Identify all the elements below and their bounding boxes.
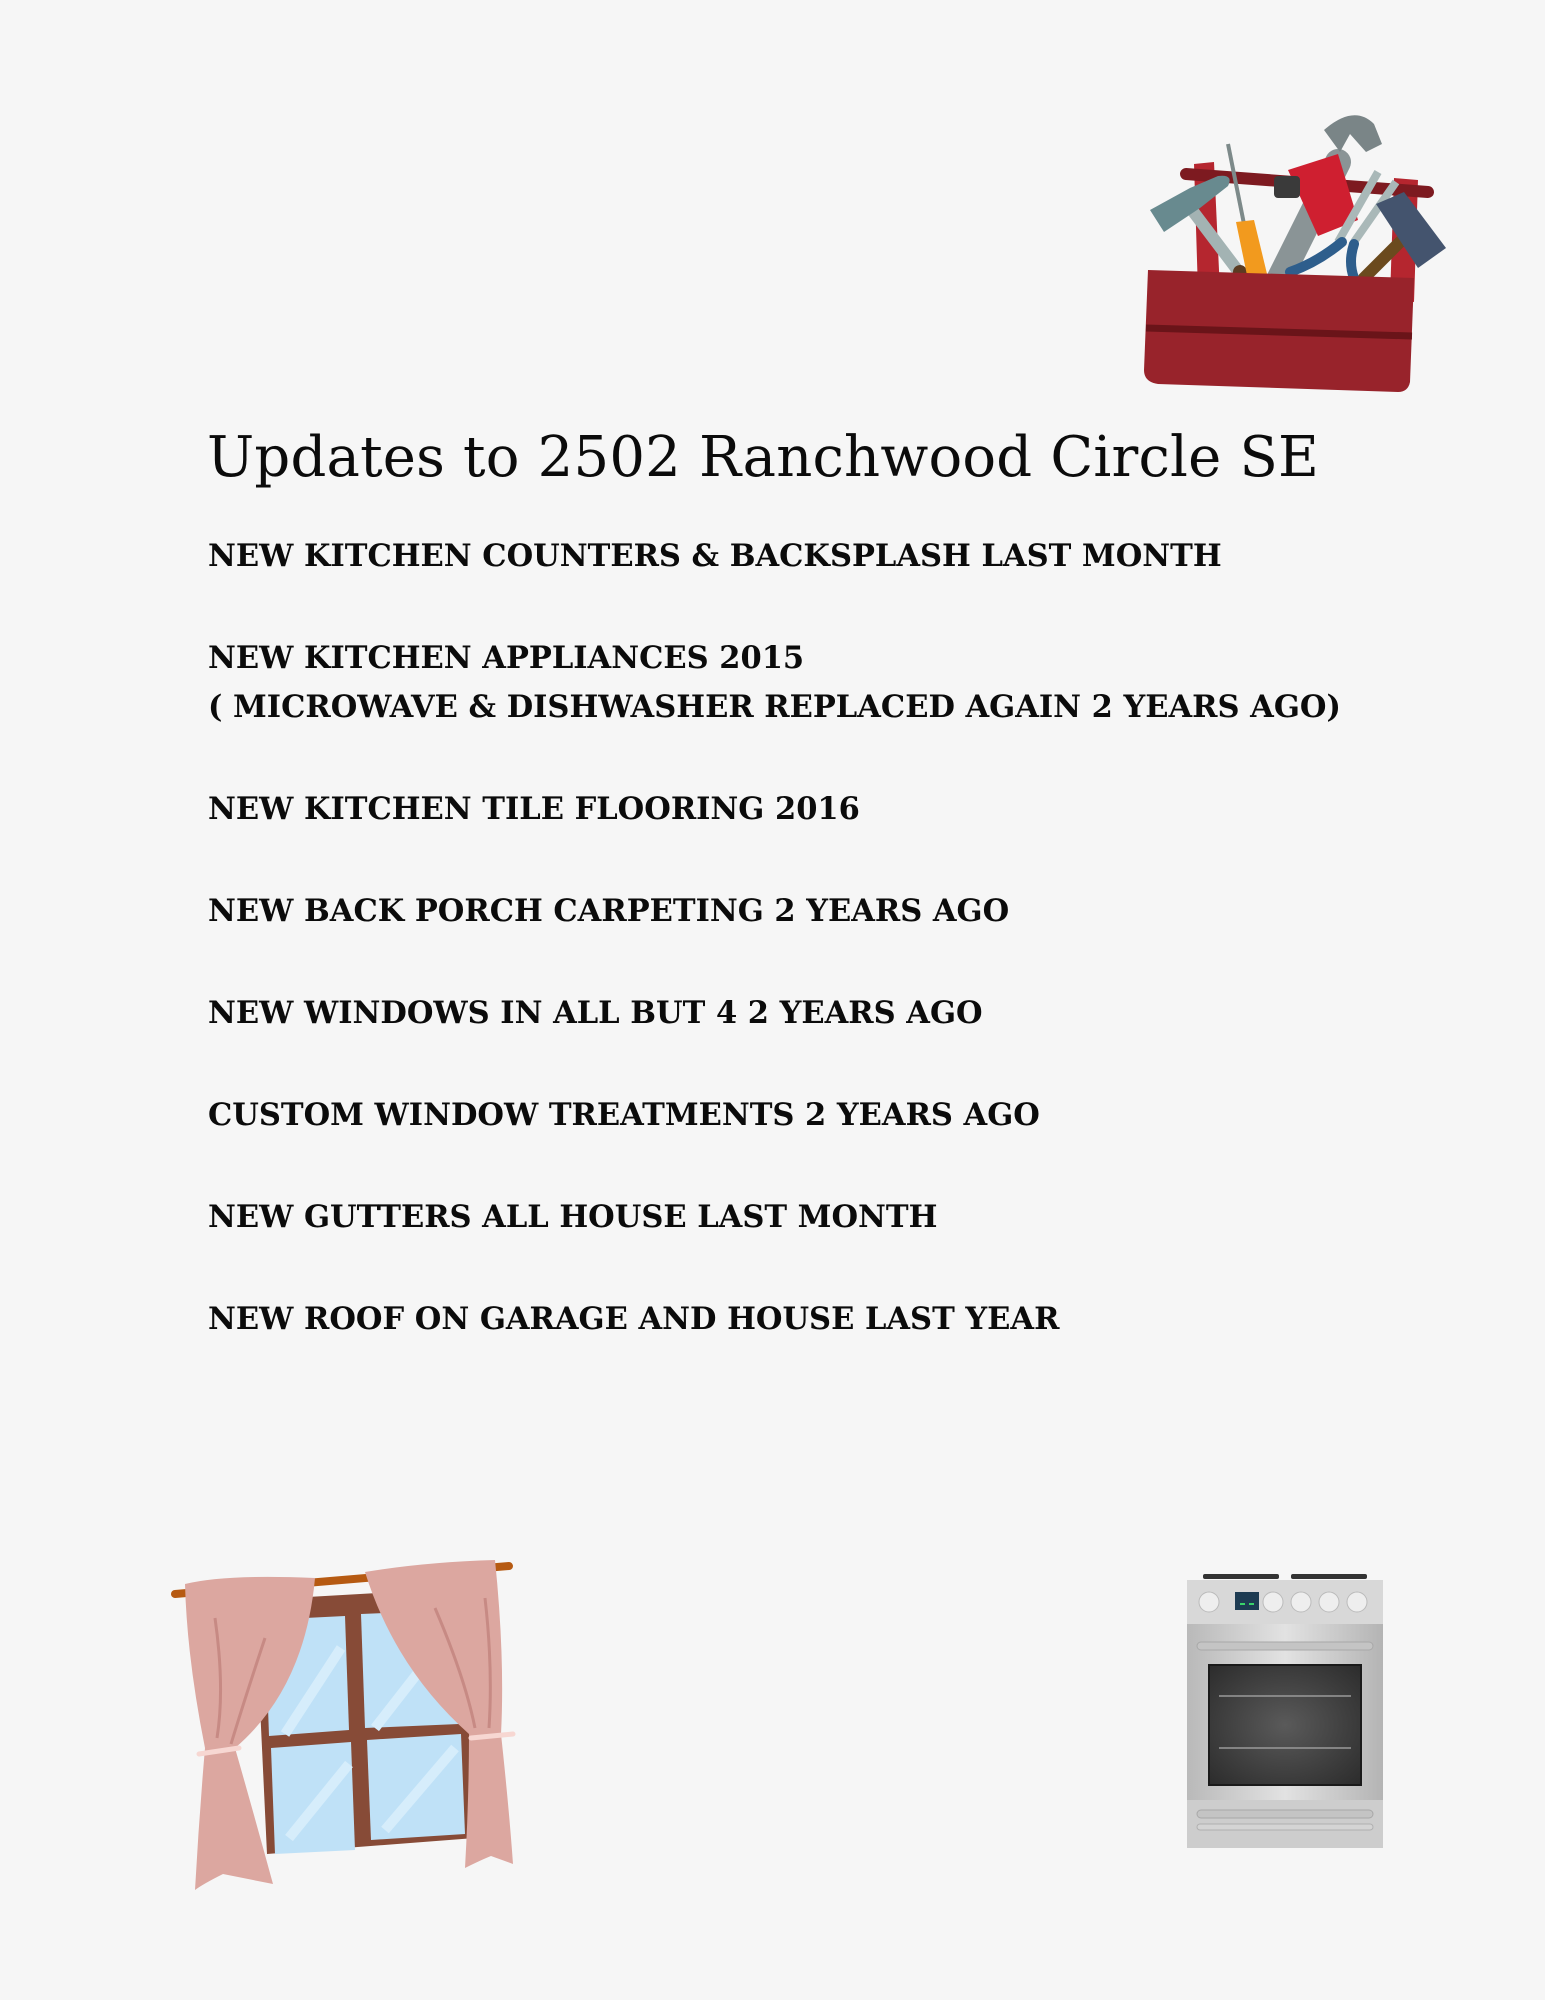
update-text: CUSTOM WINDOW TREATMENTS 2 YEARS AGO xyxy=(208,1097,1040,1133)
page-title: Updates to 2502 Ranchwood Circle SE xyxy=(207,425,1320,490)
update-item xyxy=(208,887,1341,936)
update-text: NEW WINDOWS IN ALL BUT 4 2 YEARS AGO xyxy=(208,995,983,1031)
update-item xyxy=(208,1091,1341,1140)
update-item xyxy=(208,989,1341,1038)
updates-list xyxy=(208,532,1341,1397)
update-text: NEW BACK PORCH CARPETING 2 YEARS AGO xyxy=(208,893,1010,929)
update-item xyxy=(208,532,1341,581)
update-item xyxy=(208,1295,1341,1344)
toolbox-icon xyxy=(1128,92,1448,392)
update-item xyxy=(208,785,1341,834)
update-item xyxy=(208,634,1341,732)
update-text: NEW KITCHEN APPLIANCES 2015 xyxy=(208,640,805,676)
update-text: NEW KITCHEN COUNTERS & BACKSPLASH LAST MONTH xyxy=(208,538,1222,574)
update-text: NEW ROOF ON GARAGE AND HOUSE LAST YEAR xyxy=(208,1301,1060,1337)
update-text: NEW GUTTERS ALL HOUSE LAST MONTH xyxy=(208,1199,938,1235)
curtained-window-icon xyxy=(165,1538,535,1898)
update-item xyxy=(208,1193,1341,1242)
stove-oven-icon xyxy=(1185,1572,1385,1850)
update-note: ( MICROWAVE & DISHWASHER REPLACED AGAIN 2 YEARS AGO) xyxy=(208,689,1341,725)
update-text: NEW KITCHEN TILE FLOORING 2016 xyxy=(208,791,860,827)
